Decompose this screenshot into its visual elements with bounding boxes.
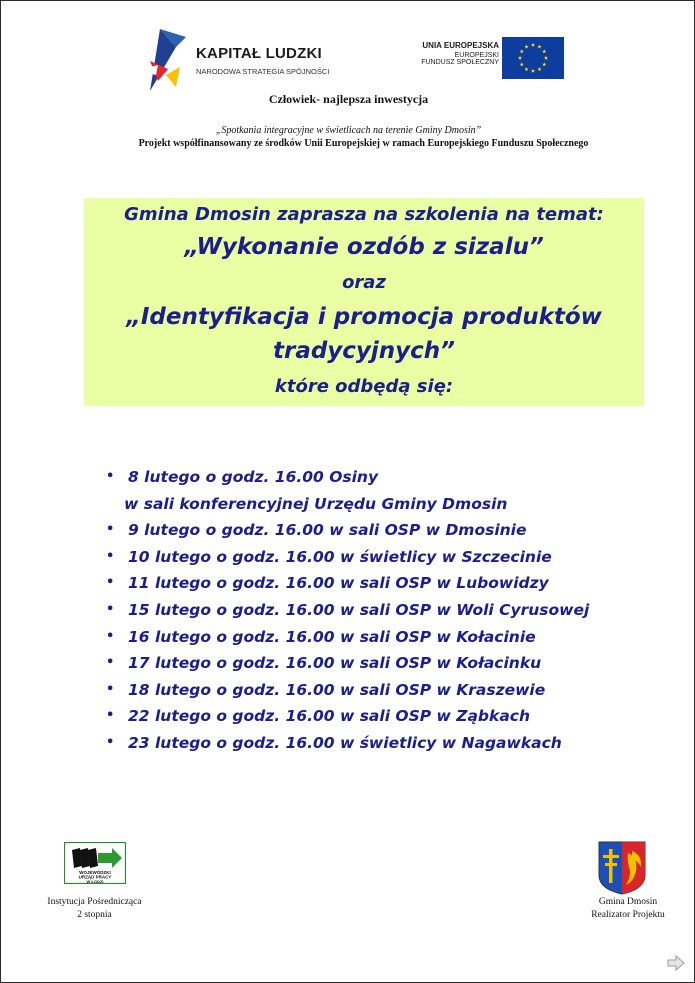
schedule-item-text: 15 lutego o godz. 16.00 w sali OSP w Woli Cyrusowej xyxy=(128,600,590,619)
schedule-item-text: 11 lutego o godz. 16.00 w sali OSP w Lubowidzy xyxy=(128,574,549,593)
eu-logo xyxy=(407,37,567,83)
svg-text:W ŁODZI: W ŁODZI xyxy=(86,879,104,884)
gmina-label xyxy=(573,896,683,922)
schedule-list xyxy=(104,464,589,757)
invitation-box xyxy=(84,198,644,406)
schedule-item-text: 18 lutego o godz. 16.00 w sali OSP w Kraszewie xyxy=(128,680,546,699)
schedule-item xyxy=(104,544,589,571)
schedule-item xyxy=(104,650,589,677)
schedule-item xyxy=(104,517,589,544)
invitation-intro: Gmina Dmosin zaprasza na szkolenia na temat: xyxy=(124,204,604,225)
gmina-line2: Realizator Projektu xyxy=(591,910,665,920)
schedule-item xyxy=(104,570,589,597)
training-title-2-line1: „Identyfikacja i promocja produktów xyxy=(126,304,602,330)
bullet-icon: • xyxy=(106,628,115,644)
bullet-icon: • xyxy=(106,655,115,671)
wup-logo xyxy=(64,842,126,884)
eu-text xyxy=(421,41,499,66)
kapital-ludzki-logo xyxy=(146,27,346,93)
project-title: „Spotkania integracyjne w świetlicach na terenie Gminy Dmosin” xyxy=(215,125,482,136)
invitation-closing: które odbędą się: xyxy=(274,376,454,397)
eu-fund-line1: EUROPEJSKI xyxy=(454,52,499,59)
schedule-item xyxy=(104,730,589,757)
bullet-icon: • xyxy=(106,734,115,750)
eu-name: UNIA EUROPEJSKA xyxy=(422,41,499,50)
schedule-item xyxy=(104,677,589,704)
intermediary-line1: Instytucja Pośrednicząca xyxy=(47,897,142,907)
invitation-connector: oraz xyxy=(342,272,386,293)
schedule-item-text: 8 lutego o godz. 16.00 Osiny xyxy=(128,468,379,486)
training-title-1: „Wykonanie ozdób z sizalu” xyxy=(184,234,544,260)
schedule-item-continuation xyxy=(104,491,589,518)
eu-flag-icon xyxy=(502,37,564,79)
project-cofinancing: Projekt współfinansowany ze środków Unii Europejskiej w ramach Europejskiego Funduszu Społecznego xyxy=(138,138,589,149)
schedule-item xyxy=(104,624,589,651)
svg-text:WOJEWÓDZKI: WOJEWÓDZKI xyxy=(79,870,111,875)
coat-of-arms-icon xyxy=(598,841,646,895)
schedule-item-text: 17 lutego o godz. 16.00 w sali OSP w Kołacinku xyxy=(128,654,542,673)
next-page-arrow-icon[interactable] xyxy=(667,955,685,971)
schedule-item-text: 16 lutego o godz. 16.00 w sali OSP w Kołacinie xyxy=(128,627,536,646)
gmina-line1: Gmina Dmosin xyxy=(598,897,658,907)
intermediary-label xyxy=(27,896,162,922)
kapital-ludzki-subtitle: NARODOWA STRATEGIA SPÓJNOŚCI xyxy=(196,67,330,76)
schedule-item xyxy=(104,597,589,624)
schedule-item-text: 23 lutego o godz. 16.00 w świetlicy w Nagawkach xyxy=(128,733,562,752)
bullet-icon: • xyxy=(106,601,115,617)
bullet-icon: • xyxy=(106,575,115,591)
schedule-item-text: 9 lutego o godz. 16.00 w sali OSP w Dmosinie xyxy=(128,521,527,540)
kapital-ludzki-emblem-icon xyxy=(146,27,192,93)
schedule-item-text: 22 lutego o godz. 16.00 w sali OSP w Ząbkach xyxy=(128,707,531,726)
kapital-ludzki-title: KAPITAŁ LUDZKI xyxy=(196,45,322,62)
bullet-icon: • xyxy=(106,708,115,724)
eu-fund-line2: FUNDUSZ SPOŁECZNY xyxy=(421,59,499,66)
bullet-icon: • xyxy=(106,548,115,564)
schedule-item-text: 10 lutego o godz. 16.00 w świetlicy w Szczecinie xyxy=(128,547,552,566)
intermediary-line2: 2 stopnia xyxy=(77,910,112,920)
schedule-item-text: w sali konferencyjnej Urzędu Gminy Dmosin xyxy=(124,494,508,513)
training-title-2-line2: tradycyjnych” xyxy=(272,338,455,364)
schedule-item xyxy=(104,464,589,491)
schedule-item xyxy=(104,703,589,730)
bullet-icon: • xyxy=(106,522,115,538)
bullet-icon: • xyxy=(106,681,115,697)
motto: Człowiek- najlepsza inwestycja xyxy=(268,92,429,106)
svg-text:URZĄD PRACY: URZĄD PRACY xyxy=(78,874,112,880)
bullet-icon: • xyxy=(106,469,115,484)
